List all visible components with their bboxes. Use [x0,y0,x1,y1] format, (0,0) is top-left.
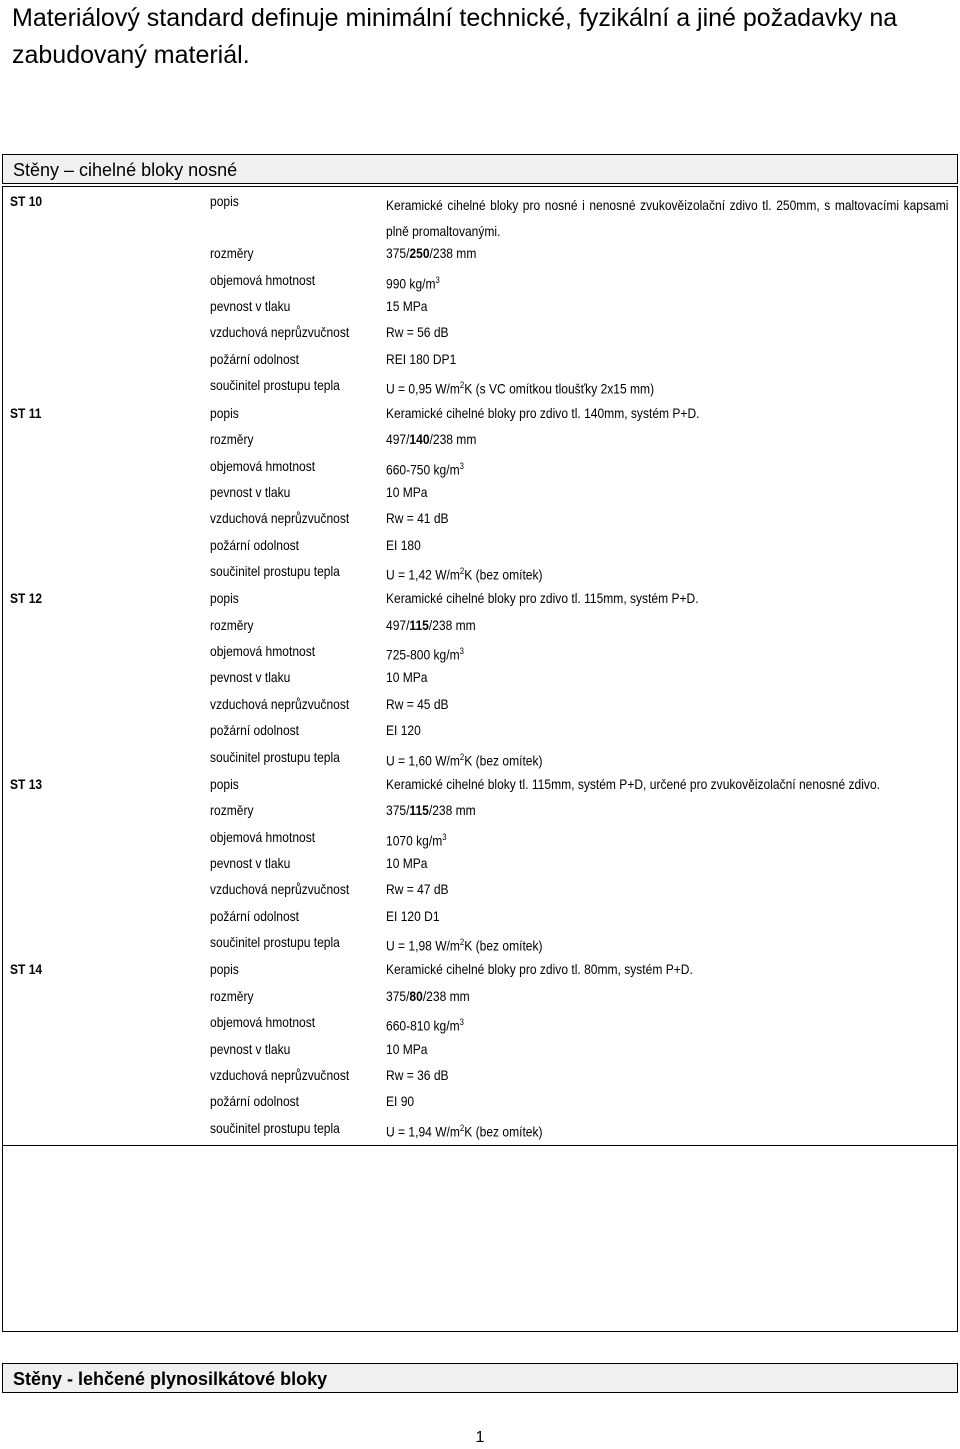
u-note: K (bez omítek) [464,566,543,583]
value-nepruzvucnost: Rw = 56 dB [386,324,449,340]
rozmery-prefix: 375/ [386,988,410,1004]
u-value: U = 1,60 W/m [386,752,460,769]
label-nepruzvucnost: vzduchová neprůzvučnost [210,696,350,712]
item-code: ST 14 [10,961,43,977]
label-rozmery: rozměry [210,988,254,1004]
value-rozmery [386,616,476,634]
rozmery-prefix: 497/ [386,617,410,633]
rozmery-prefix: 497/ [386,431,410,447]
value-nepruzvucnost: Rw = 41 dB [386,510,449,526]
hmotnost-sup: 3 [459,646,464,656]
rozmery-thickness: 250 [409,245,430,261]
value-pevnost: 15 MPa [386,298,428,314]
label-hmotnost: objemová hmotnost [210,272,316,288]
label-nepruzvucnost: vzduchová neprůzvučnost [210,510,350,526]
label-soucinitel: součinitel prostupu tepla [210,934,340,950]
label-odolnost: požární odolnost [210,908,300,924]
label-hmotnost: objemová hmotnost [210,643,316,659]
value-hmotnost [386,828,447,850]
hmotnost-value: 660-810 kg/m [386,1017,460,1034]
label-soucinitel: součinitel prostupu tepla [210,749,340,765]
label-nepruzvucnost: vzduchová neprůzvučnost [210,324,350,340]
rozmery-thickness: 140 [409,431,430,447]
item-code: ST 11 [10,405,42,421]
label-soucinitel: součinitel prostupu tepla [210,1120,340,1136]
rozmery-suffix: /238 mm [428,617,476,633]
value-popis: Keramické cihelné bloky pro zdivo tl. 140mm, systém P+D. [386,405,700,421]
item-code: ST 10 [10,193,43,209]
section-title: Stěny – cihelné bloky nosné [13,160,238,180]
label-pevnost: pevnost v tlaku [210,855,291,871]
value-popis: Keramické cihelné bloky pro zdivo tl. 80mm, systém P+D. [386,961,693,977]
label-rozmery: rozměry [210,431,254,447]
value-odolnost: EI 90 [386,1093,415,1109]
label-popis: popis [210,961,239,977]
u-note: K (s VC omítkou tloušťky 2x15 mm) [464,380,655,397]
label-odolnost: požární odolnost [210,1093,300,1109]
rozmery-suffix: /238 mm [422,988,470,1004]
value-popis: Keramické cihelné bloky tl. 115mm, systém P+D, určené pro zvukověizolační nenosné zdivo. [386,776,880,792]
label-pevnost: pevnost v tlaku [210,1041,291,1057]
hmotnost-sup: 3 [459,1017,464,1027]
rozmery-thickness: 115 [409,802,429,818]
label-soucinitel: součinitel prostupu tepla [210,377,340,393]
value-odolnost: EI 180 [386,537,421,553]
rozmery-thickness: 80 [409,988,423,1004]
value-soucinitel [386,562,543,584]
hmotnost-value: 990 kg/m [386,275,436,292]
item-code: ST 12 [10,590,43,606]
page-number: 1 [475,1429,485,1446]
u-value: U = 1,42 W/m [386,566,460,583]
label-odolnost: požární odolnost [210,722,300,738]
value-soucinitel [386,933,543,955]
u-note: K (bez omítek) [464,752,543,769]
rozmery-suffix: /238 mm [429,245,477,261]
u-sup: 2 [459,380,465,390]
rozmery-prefix: 375/ [386,245,410,261]
value-popis: Keramické cihelné bloky pro zdivo tl. 115mm, systém P+D. [386,590,699,606]
u-value: U = 1,98 W/m [386,937,460,954]
rozmery-prefix: 375/ [386,802,410,818]
hmotnost-value: 660-750 kg/m [386,461,460,478]
rozmery-suffix: /238 mm [429,431,477,447]
label-popis: popis [210,776,239,792]
value-hmotnost [386,457,464,479]
page-title: Materiálový standard definuje minimální technické, fyzikální a jiné požadavky na zabudovaný materiál. [12,4,898,69]
table-divider [3,1145,957,1146]
label-nepruzvucnost: vzduchová neprůzvučnost [210,881,350,897]
hmotnost-sup: 3 [442,832,447,842]
label-odolnost: požární odolnost [210,537,300,553]
u-value: U = 0,95 W/m [386,380,460,397]
value-pevnost: 10 MPa [386,669,428,685]
value-odolnost: EI 120 [386,722,421,738]
label-popis: popis [210,590,239,606]
value-soucinitel [386,1119,543,1141]
value-pevnost: 10 MPa [386,484,428,500]
hmotnost-sup: 3 [459,461,464,471]
value-soucinitel [386,376,654,398]
label-pevnost: pevnost v tlaku [210,298,291,314]
label-nepruzvucnost: vzduchová neprůzvučnost [210,1067,350,1083]
label-soucinitel: součinitel prostupu tepla [210,563,340,579]
label-odolnost: požární odolnost [210,351,300,367]
value-nepruzvucnost: Rw = 45 dB [386,696,449,712]
item-code: ST 13 [10,776,43,792]
rozmery-thickness: 115 [409,617,429,633]
label-hmotnost: objemová hmotnost [210,1014,316,1030]
label-pevnost: pevnost v tlaku [210,669,291,685]
label-hmotnost: objemová hmotnost [210,829,316,845]
u-sup: 2 [459,937,465,947]
section-header-plynosilikat [2,1363,958,1393]
value-pevnost: 10 MPa [386,1041,428,1057]
label-rozmery: rozměry [210,245,254,261]
value-rozmery [386,430,476,448]
value-rozmery [386,987,470,1005]
value-nepruzvucnost: Rw = 36 dB [386,1067,449,1083]
u-sup: 2 [459,1123,465,1133]
label-hmotnost: objemová hmotnost [210,458,316,474]
u-note: K (bez omítek) [464,937,543,954]
label-pevnost: pevnost v tlaku [210,484,291,500]
label-popis: popis [210,405,239,421]
value-nepruzvucnost: Rw = 47 dB [386,881,449,897]
u-sup: 2 [459,566,465,576]
u-note: K (bez omítek) [464,1123,543,1140]
value-popis: Keramické cihelné bloky pro nosné i nenosné zvukověizolační zdivo tl. 250mm, s maltovacími kapsami plně promaltovanými. [386,197,949,239]
hmotnost-sup: 3 [435,275,440,285]
u-value: U = 1,94 W/m [386,1123,460,1140]
value-odolnost: EI 120 D1 [386,908,440,924]
value-odolnost: REI 180 DP1 [386,351,457,367]
value-hmotnost [386,642,464,664]
label-rozmery: rozměry [210,802,254,818]
value-pevnost: 10 MPa [386,855,428,871]
hmotnost-value: 1070 kg/m [386,832,443,849]
value-soucinitel [386,748,543,770]
u-sup: 2 [459,752,465,762]
value-hmotnost [386,271,440,293]
value-hmotnost [386,1013,464,1035]
value-rozmery [386,244,476,262]
value-rozmery [386,801,476,819]
hmotnost-value: 725-800 kg/m [386,646,460,663]
section-header-cihelne-bloky [2,154,958,184]
section-title: Stěny - lehčené plynosilkátové bloky [13,1369,328,1389]
rozmery-suffix: /238 mm [428,802,476,818]
label-rozmery: rozměry [210,617,254,633]
label-popis: popis [210,193,239,209]
